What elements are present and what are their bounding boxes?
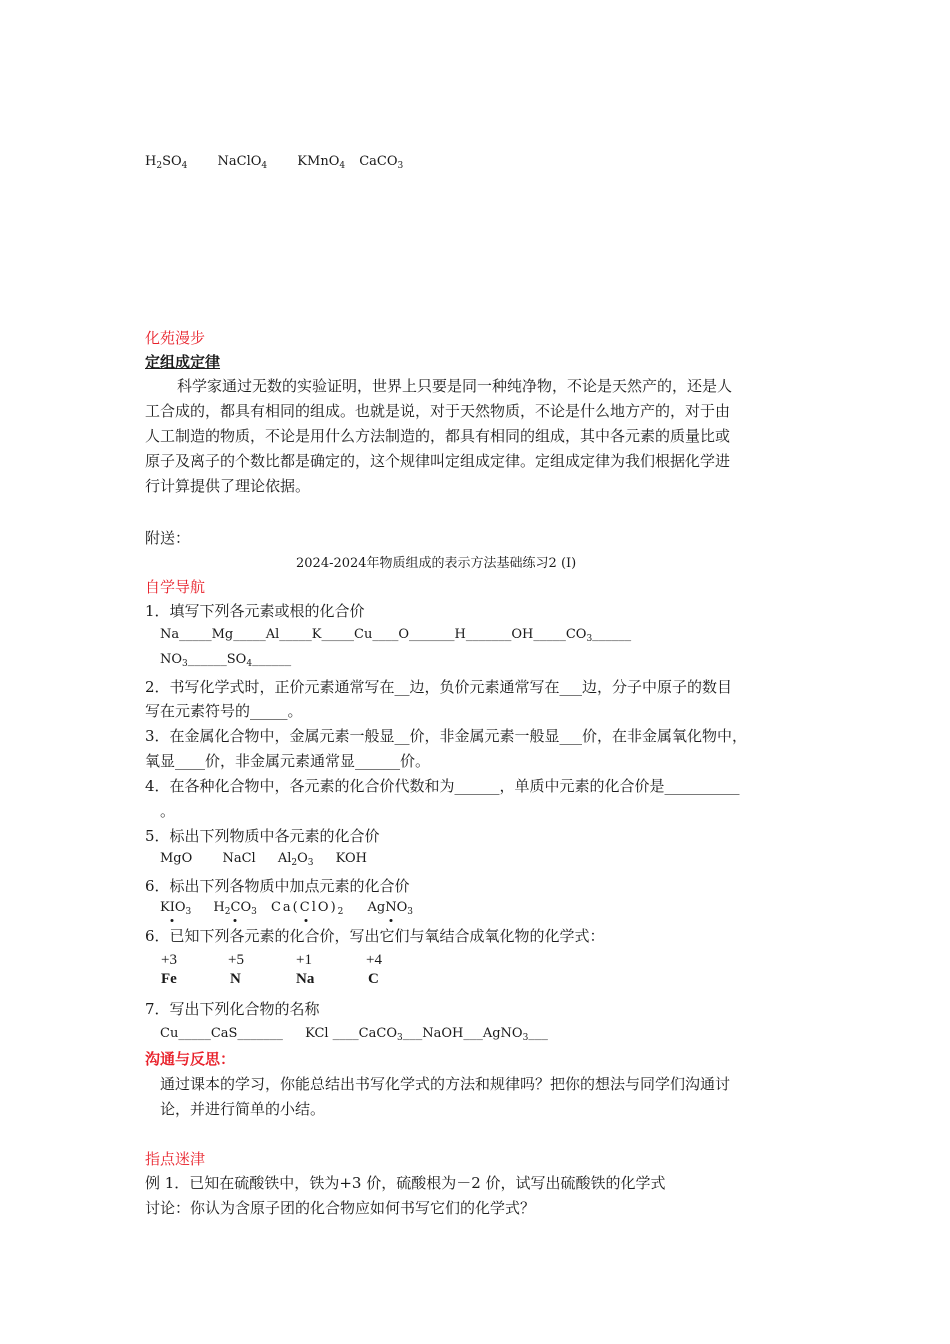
element-na: Na	[296, 971, 315, 987]
valence-fe: +3	[161, 952, 177, 968]
question-1-line-1: $Na\_\_\_\_\_Mg\_\_\_\_\_Al\_\_\_\_\_K\_\_\_\_\_Cu\_\_\_\_O\_\_\_\_\_\_\_H\_\_\_\_\_\_\_OH\_\_\_\_\_CO_3\_\_\_\_\_\_$	[160, 627, 632, 644]
formula-h2so4: $H_2SO_4$	[145, 154, 188, 171]
item-agno3: AgN $O_3$	[368, 900, 414, 915]
item-h2co3: $H_2C$ $O_3$	[213, 900, 256, 915]
element-fe: Fe	[161, 971, 177, 987]
valence-na: +1	[296, 952, 312, 968]
question-4-line-1: 4．在各种化合物中，各元素的化合价代数和为______，单质中元素的化合价是__________	[145, 777, 740, 795]
formula-caco3: CaCO$_3$	[359, 154, 404, 171]
formula-kmno4: KMnO$_4$	[297, 154, 346, 171]
question-2-line-2: 写在元素符号的_____。	[145, 702, 303, 720]
valence-n: +5	[228, 952, 244, 968]
formula-naclo4: NaClO$_4$	[217, 154, 268, 171]
reflection-heading: 沟通与反思：	[145, 1050, 236, 1068]
appendix-title: 2024-2024年物质组成的表示方法基础练习2 (I)	[296, 556, 577, 571]
question-6a-items	[160, 900, 413, 917]
emphasis-dot	[389, 919, 392, 922]
question-6a: 6．标出下列各物质中加点元素的化合价	[145, 877, 410, 895]
chem-walk-heading: 化苑漫步	[145, 329, 206, 347]
appendix-label: 附送：	[145, 529, 191, 547]
emphasis-dot	[234, 919, 237, 922]
chem-walk-subheading: 定组成定律	[145, 353, 221, 371]
question-3-line-2: 氧显____价，非金属元素通常显______价。	[145, 752, 431, 770]
question-5: 5．标出下列物质中各元素的化合价	[145, 827, 380, 845]
question-5-items: MgO NaCl $Al_2O_3$ KOH	[160, 851, 367, 868]
question-7-line: Cu_____CaS_______ KCl ____CaCO$_3$___NaOH___AgNO$_3$___	[160, 1026, 548, 1043]
question-7: 7．写出下列化合物的名称	[145, 1000, 320, 1018]
reflection-line-2: 论，并进行简单的小结。	[160, 1100, 326, 1118]
question-6b: 6．已知下列各元素的化合价，写出它们与氧结合成氧化物的化学式：	[145, 927, 605, 945]
chem-walk-paragraph: 科学家通过无数的实验证明，世界上只要是同一种纯净物，不论是天然产的，还是人 工合成的，都具有相同的组成。也就是说，对于天然物质，不论是什么地方产的，对于由 人工制造的物质，不论是用什么方法制造的，都具有相同的组成，其中各元素的质量比或 原子及离子的个数比都是确定的，这个规律叫定组成定律。定组成定律为我们根据化学进 行计算提供了理论依据。	[145, 377, 733, 495]
element-c: C	[368, 971, 379, 987]
question-2-line-1: 2．书写化学式时，正价元素通常写在__边，负价元素通常写在___边，分子中原子的数目	[145, 678, 733, 696]
top-formula-line	[145, 154, 403, 171]
guide-discussion: 讨论：你认为含原子团的化合物应如何书写它们的化学式？	[145, 1199, 536, 1217]
guide-heading: 指点迷津	[145, 1150, 206, 1168]
emphasis-dot	[171, 919, 174, 922]
guide-example: 例 1．已知在硫酸铁中，铁为+3 价，硫酸根为－2 价，试写出硫酸铁的化学式	[145, 1174, 666, 1192]
item-kio3: KI $O_3$	[160, 900, 191, 915]
item-caclo2: Ca(C $lO)_2$	[271, 900, 345, 915]
element-n: N	[230, 971, 241, 987]
question-4-line-2: 。	[160, 802, 176, 820]
emphasis-dot	[304, 919, 307, 922]
reflection-line-1: 通过课本的学习，你能总结出书写化学式的方法和规律吗？把你的想法与同学们沟通讨	[160, 1075, 731, 1093]
question-1: 1．填写下列各元素或根的化合价	[145, 602, 365, 620]
self-study-heading: 自学导航	[145, 578, 206, 596]
question-3-line-1: 3．在金属化合物中，金属元素一般显__价，非金属元素一般显___价，在非金属氧化物中，	[145, 727, 748, 745]
valence-c: +4	[366, 952, 382, 968]
question-1-line-2: $NO_3\_\_\_\_\_\_SO_4\_\_\_\_\_\_$	[160, 652, 292, 669]
